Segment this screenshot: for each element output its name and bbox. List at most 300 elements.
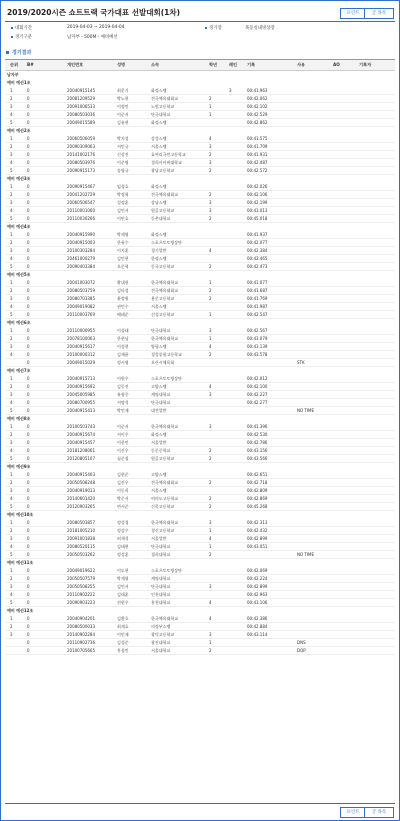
cell-rank: 4 <box>10 448 13 453</box>
cell-org: 계명대학교 <box>151 576 171 581</box>
cell-name: 김환호 <box>117 616 129 621</box>
bullet-icon <box>11 27 13 29</box>
cell-record: 00:43.051 <box>247 544 268 549</box>
cell-name: 박정혁 <box>117 192 129 197</box>
cell-rank: 4 <box>10 544 13 549</box>
table-row <box>5 575 395 583</box>
cell-rank: 5 <box>10 552 13 557</box>
cell-bib: 0 <box>27 232 30 237</box>
cell-org: 상남스앵 <box>151 200 167 205</box>
table-row <box>5 159 395 167</box>
cell-rank: 5 <box>10 168 13 173</box>
cell-bib: 0 <box>27 120 30 125</box>
cell-name: 이동희 <box>117 488 129 493</box>
table-row <box>5 455 395 463</box>
cell-name: 이정민 <box>117 104 129 109</box>
cell-bib: 0 <box>27 352 30 357</box>
group-label: 남자부 <box>7 72 19 77</box>
cell-record: 00:41.931 <box>247 152 268 157</box>
cell-name: 권민수 <box>117 304 129 309</box>
cell-id: 20080503036 <box>67 112 95 117</box>
cell-id: 20041003072 <box>67 280 95 285</box>
cell-grade: 3 <box>209 584 212 589</box>
cell-bib: 0 <box>27 256 30 261</box>
cell-org: 대전일반 <box>151 408 167 413</box>
cell-org: 한정스앵 <box>151 256 167 261</box>
cell-grade: 2 <box>209 216 212 221</box>
table-row <box>5 255 395 263</box>
cell-rank: 1 <box>10 568 13 573</box>
bullet-icon <box>205 27 207 29</box>
cell-bib: 0 <box>27 96 30 101</box>
cell-id: 20080703385 <box>67 296 95 301</box>
cell-name: 이성현 <box>117 344 129 349</box>
cell-id: 20081209529 <box>67 96 95 101</box>
table-row <box>5 519 395 527</box>
table-row <box>5 375 395 383</box>
cell-rank: 4 <box>10 208 13 213</box>
cell-record: 00:42.313 <box>247 520 268 525</box>
cell-record: 00:43.566 <box>247 456 268 461</box>
cell-id: 20110902222 <box>67 592 95 597</box>
cell-id: 20140902284 <box>67 632 95 637</box>
cell-note: NO TIME <box>297 408 315 413</box>
cell-id: 20040915457 <box>67 440 95 445</box>
cell-org: 동국고등학교 <box>151 264 175 269</box>
cell-record: 00:42.106 <box>247 192 268 197</box>
table-row <box>5 303 395 311</box>
table-row <box>5 135 395 143</box>
cell-org: 신성고등학교 <box>151 312 175 317</box>
heat-list <box>5 71 395 655</box>
cell-rank: 5 <box>10 456 13 461</box>
cell-rank: 3 <box>10 488 13 493</box>
cell-id: 20050503262 <box>67 552 95 557</box>
cell-bib: 0 <box>27 392 30 397</box>
cell-org: 서울스앵 <box>151 488 167 493</box>
cell-grade: 2 <box>209 192 212 197</box>
cell-name: 박세영 <box>117 232 129 237</box>
cell-name: 임경호 <box>117 184 129 189</box>
cell-id: 20090915467 <box>67 184 95 189</box>
cell-id: 20040915403 <box>67 472 95 477</box>
cell-name: 김태현 <box>117 544 129 549</box>
cell-bib: 0 <box>27 624 30 629</box>
cell-rank: 3 <box>10 200 13 205</box>
cell-id: 20091006533 <box>67 104 95 109</box>
col-bib: B# <box>27 62 34 67</box>
cell-org: 스포츠토토빙상단 <box>151 240 182 245</box>
cell-record: 00:42.487 <box>247 160 268 165</box>
cell-org: 계명대학교 <box>151 392 171 397</box>
cell-org: 전국체육대회교 <box>151 192 179 197</box>
col-ao: AO <box>333 62 340 67</box>
table-row <box>5 583 395 591</box>
heat-title: 예비 예선10조 <box>7 512 34 517</box>
cell-grade: 2 <box>209 648 212 653</box>
cell-name: 한현남 <box>117 336 129 341</box>
cell-rank: 2 <box>10 432 13 437</box>
cell-bib: 0 <box>27 376 30 381</box>
cell-org: 경희대학교 <box>151 552 171 557</box>
cell-grade: 1 <box>209 312 212 317</box>
print-button-bottom[interactable]: 프린트 <box>340 807 366 818</box>
cell-name: 송영규 <box>117 168 129 173</box>
table-row <box>5 191 395 199</box>
cell-bib: 0 <box>27 160 30 165</box>
venue-value: 목동실내빙상장 <box>245 26 275 31</box>
table-row <box>5 327 395 335</box>
cell-record: 00:42.224 <box>247 576 268 581</box>
cell-org: 동문중학교 <box>151 448 171 453</box>
cell-lane: 3 <box>229 88 232 93</box>
cell-rank: 1 <box>10 424 13 429</box>
cell-rank: 4 <box>10 256 13 261</box>
cell-rank: 2 <box>10 288 13 293</box>
cell-grade: 1 <box>209 336 212 341</box>
cell-rank: 3 <box>10 344 13 349</box>
table-row <box>5 639 395 647</box>
cell-id: 20090309063 <box>67 144 95 149</box>
cell-bib: 0 <box>27 616 30 621</box>
cell-bib: 0 <box>27 248 30 253</box>
cell-id: 20110001060 <box>67 208 95 213</box>
cell-org: 화정스앵 <box>151 232 167 237</box>
cell-record: 00:42.012 <box>247 376 268 381</box>
cell-id: 20049019622 <box>67 568 95 573</box>
print-button[interactable]: 프린트 <box>340 8 366 19</box>
cell-id: 20078100063 <box>67 336 95 341</box>
table-row <box>5 551 395 559</box>
table-row <box>5 239 395 247</box>
cell-rank: 2 <box>10 624 13 629</box>
cell-rank: 5 <box>10 264 13 269</box>
cell-record: 00:42.465 <box>247 256 268 261</box>
list-button-bottom[interactable]: 글 목록 <box>364 807 394 818</box>
table-row <box>5 359 395 367</box>
cell-bib: 0 <box>27 488 30 493</box>
cell-grade: 1 <box>209 640 212 645</box>
event-info <box>5 24 395 42</box>
cell-note: DQP <box>297 648 306 653</box>
cell-record: 00:42.069 <box>247 568 268 573</box>
cell-bib: 0 <box>27 520 30 525</box>
cell-name: 설정훈 <box>117 200 129 205</box>
event-value: 남자부 - 500M - 예비예선 <box>67 35 118 40</box>
cell-name: 심준철 <box>117 456 129 461</box>
cell-name: 정성훈 <box>117 552 129 557</box>
heat-title: 예비 예선9조 <box>7 464 31 469</box>
cell-name: 이원우 <box>117 376 129 381</box>
cell-id: 20090915173 <box>67 168 95 173</box>
cell-org: 전국체육대회교 <box>151 480 179 485</box>
cell-record: 00:41.396 <box>247 424 268 429</box>
cell-org: 경기일반 <box>151 248 167 253</box>
cell-name: 배태준 <box>117 312 129 317</box>
cell-id: 20060506059 <box>67 136 95 141</box>
cell-grade: 3 <box>209 392 212 397</box>
cell-grade: 1 <box>209 544 212 549</box>
cell-org: 고양스앵 <box>151 384 167 389</box>
col-record: 기록 <box>247 62 256 67</box>
cell-bib: 0 <box>27 280 30 285</box>
cell-bib: 0 <box>27 440 30 445</box>
table-row <box>5 423 395 431</box>
cell-name: 한유수 <box>117 240 129 245</box>
cell-name: 김성준 <box>117 640 129 645</box>
results-table <box>5 59 395 799</box>
col-org: 소속 <box>151 62 160 67</box>
table-row <box>5 263 395 271</box>
cell-org: 경성종합고등학교 <box>151 352 182 357</box>
cell-id: 20120805107 <box>67 456 95 461</box>
cell-bib: 0 <box>27 472 30 477</box>
cell-bib: 0 <box>27 152 30 157</box>
cell-rank: 3 <box>10 440 13 445</box>
cell-grade: 2 <box>209 448 212 453</box>
cell-rank: 2 <box>10 240 13 245</box>
table-row <box>5 487 395 495</box>
cell-record: 00:42.100 <box>247 384 268 389</box>
cell-grade: 2 <box>209 504 212 509</box>
square-bullet-icon <box>6 51 9 54</box>
cell-bib: 0 <box>27 592 30 597</box>
cell-org: 오산시체육회 <box>151 360 175 365</box>
cell-org: 여의도고등학교 <box>151 496 179 501</box>
table-row <box>5 407 395 415</box>
cell-bib: 0 <box>27 576 30 581</box>
cell-grade: 2 <box>209 168 212 173</box>
cell-grade: 3 <box>209 424 212 429</box>
cell-name: 이한민 <box>117 440 129 445</box>
cell-record: 00:43.578 <box>247 352 268 357</box>
cell-id: 20110003769 <box>67 312 95 317</box>
cell-org: 스포츠토토빙상단 <box>151 376 182 381</box>
cell-record: 00:42.862 <box>247 120 268 125</box>
cell-rank: 3 <box>10 104 13 109</box>
cell-id: 20110030266 <box>67 216 95 221</box>
col-lane: 레인 <box>229 62 238 67</box>
cell-record: 00:41.687 <box>247 288 268 293</box>
cell-bib: 0 <box>27 640 30 645</box>
cell-rank: 5 <box>10 408 13 413</box>
cell-org: 서울일반 <box>151 440 167 445</box>
cell-org: 단국대학교 <box>151 544 171 549</box>
cell-org: 서울대학교 <box>151 648 171 653</box>
table-row <box>5 151 395 159</box>
cell-rank: 1 <box>10 280 13 285</box>
cell-id: 20080503976 <box>67 160 95 165</box>
cell-record: 00:41.937 <box>247 232 268 237</box>
cell-grade: 4 <box>209 600 212 605</box>
cell-org: 신목고등학교 <box>151 504 175 509</box>
col-note: 사유 <box>297 62 306 67</box>
cell-id: 20040915674 <box>67 432 95 437</box>
period-value: 2019-04-03 ~ 2019-04-04 <box>67 25 125 30</box>
table-row <box>5 167 395 175</box>
cell-grade: 2 <box>209 552 212 557</box>
cell-bib: 0 <box>27 496 30 501</box>
cell-rank: 3 <box>10 248 13 253</box>
table-row <box>5 431 395 439</box>
cell-rank: 3 <box>10 632 13 637</box>
cell-bib: 0 <box>27 240 30 245</box>
cell-id: 20080500033 <box>67 624 95 629</box>
cell-rank: 2 <box>10 576 13 581</box>
cell-id: 20040915990 <box>67 232 95 237</box>
cell-name: 전현우 <box>117 600 129 605</box>
cell-name: 이민재 <box>117 632 129 637</box>
cell-org: 양평스앵 <box>151 344 167 349</box>
cell-org: 경희사이버대학교 <box>151 160 182 165</box>
cell-record: 00:42.432 <box>247 528 268 533</box>
cell-grade: 4 <box>209 344 212 349</box>
cell-grade: 1 <box>209 112 212 117</box>
cell-org: 의정부스앵 <box>151 624 171 629</box>
cell-bib: 0 <box>27 208 30 213</box>
cell-name: 김진우 <box>117 480 129 485</box>
cell-org: 한국체육대학교 <box>151 616 179 621</box>
table-row <box>5 119 395 127</box>
cell-org: 단국대학교 <box>151 400 171 405</box>
cell-bib: 0 <box>27 312 30 317</box>
table-row <box>5 215 395 223</box>
cell-org: 효여리국민고등학교 <box>151 152 186 157</box>
cell-bib: 0 <box>27 544 30 549</box>
cell-id: 20140601420 <box>67 496 95 501</box>
cell-bib: 0 <box>27 384 30 389</box>
cell-name: 서민규 <box>117 144 129 149</box>
table-row <box>5 527 395 535</box>
cell-id: 20049019082 <box>67 304 95 309</box>
cell-name: 이지훈 <box>117 248 129 253</box>
cell-grade: 1 <box>209 528 212 533</box>
cell-id: 20080520115 <box>67 544 95 549</box>
cell-rank: 3 <box>10 152 13 157</box>
cell-name: 박준서 <box>117 496 129 501</box>
title-divider <box>5 21 395 22</box>
table-row <box>5 543 395 551</box>
cell-org: 홍천대학교 <box>151 600 171 605</box>
cell-name: 박민재 <box>117 408 129 413</box>
cell-bib: 0 <box>27 136 30 141</box>
cell-rank: 1 <box>10 472 13 477</box>
cell-name: 이성태 <box>117 328 129 333</box>
cell-name: 이민호 <box>117 216 129 221</box>
cell-bib: 0 <box>27 360 30 365</box>
cell-rank: 5 <box>10 504 13 509</box>
cell-rank: 5 <box>10 312 13 317</box>
cell-record: 00:43.114 <box>247 632 268 637</box>
cell-grade: 2 <box>209 152 212 157</box>
cell-bib: 0 <box>27 264 30 269</box>
cell-record: 00:42.077 <box>247 240 268 245</box>
cell-bib: 0 <box>27 88 30 93</box>
table-row <box>5 471 395 479</box>
cell-org: 노원고등학교 <box>151 104 175 109</box>
cell-grade: 2 <box>209 296 212 301</box>
cell-record: 00:42.473 <box>247 264 268 269</box>
table-row <box>5 143 395 151</box>
cell-rank: 2 <box>10 96 13 101</box>
cell-grade: 3 <box>209 208 212 213</box>
cell-record: 00:42.899 <box>247 536 268 541</box>
table-row <box>5 335 395 343</box>
cell-id: 20040915692 <box>67 384 95 389</box>
cell-rank: 2 <box>10 144 13 149</box>
cell-name: 이준영 <box>117 160 129 165</box>
cell-rank: 1 <box>10 136 13 141</box>
cell-rank: 3 <box>10 296 13 301</box>
cell-name: 김유현 <box>117 120 129 125</box>
cell-record: 00:43.013 <box>247 208 268 213</box>
heat-title: 예비 예선6조 <box>7 320 31 325</box>
bullet-icon <box>11 36 13 38</box>
cell-name: 황대헌 <box>117 280 129 285</box>
cell-record: 00:45.268 <box>247 504 268 509</box>
venue-label: 경기장 <box>209 26 222 31</box>
cell-rank: 1 <box>10 184 13 189</box>
cell-grade: 4 <box>209 136 212 141</box>
cell-bib: 0 <box>27 408 30 413</box>
cell-rank: 2 <box>10 192 13 197</box>
cell-name: 오준혁 <box>117 264 129 269</box>
heat-title: 예비 예선4조 <box>7 224 31 229</box>
table-row <box>5 311 395 319</box>
cell-record: 00:42.102 <box>247 104 268 109</box>
cell-record: 00:42.277 <box>247 400 268 405</box>
cell-org: 광진대학교 <box>151 640 171 645</box>
cell-rank: 3 <box>10 536 13 541</box>
cell-record: 00:41.077 <box>247 280 268 285</box>
heat-title: 예비 예선12조 <box>7 608 34 613</box>
list-button[interactable]: 글 목록 <box>364 8 394 19</box>
cell-name: 김민서 <box>117 208 129 213</box>
cell-grade: 3 <box>209 200 212 205</box>
cell-bib: 0 <box>27 304 30 309</box>
cell-bib: 0 <box>27 400 30 405</box>
cell-bib: 0 <box>27 200 30 205</box>
cell-record: 00:42.718 <box>247 480 268 485</box>
cell-record: 00:42.530 <box>247 432 268 437</box>
cell-name: 이준서 <box>117 424 129 429</box>
cell-id: 20040915713 <box>67 376 95 381</box>
cell-id: 20050508248 <box>67 480 95 485</box>
table-row <box>5 383 395 391</box>
cell-name: 이준서 <box>117 112 129 117</box>
cell-bib: 0 <box>27 288 30 293</box>
cell-record: 00:42.786 <box>247 440 268 445</box>
cell-name: 서이우 <box>117 432 129 437</box>
cell-org: 광남고등학교 <box>151 168 175 173</box>
cell-record: 00:42.547 <box>247 312 268 317</box>
cell-bib: 0 <box>27 328 30 333</box>
cell-rank: 4 <box>10 112 13 117</box>
cell-id: 20100303284 <box>67 248 95 253</box>
cell-rank: 4 <box>10 304 13 309</box>
cell-record: 00:43.106 <box>247 600 268 605</box>
page-title: 2019/2020시즌 쇼트트랙 국가대표 선발대회(1차) <box>7 8 181 17</box>
table-row <box>5 591 395 599</box>
cell-org: 광덕고등학교 <box>151 632 175 637</box>
cell-name: 홍경민 <box>117 648 129 653</box>
cell-id: 20049015029 <box>67 360 95 365</box>
cell-org: 원골고등학교 <box>151 456 175 461</box>
cell-id: 20049015589 <box>67 120 95 125</box>
cell-record: 00:41.987 <box>247 304 268 309</box>
cell-id: 20110000955 <box>67 328 95 333</box>
cell-bib: 0 <box>27 296 30 301</box>
